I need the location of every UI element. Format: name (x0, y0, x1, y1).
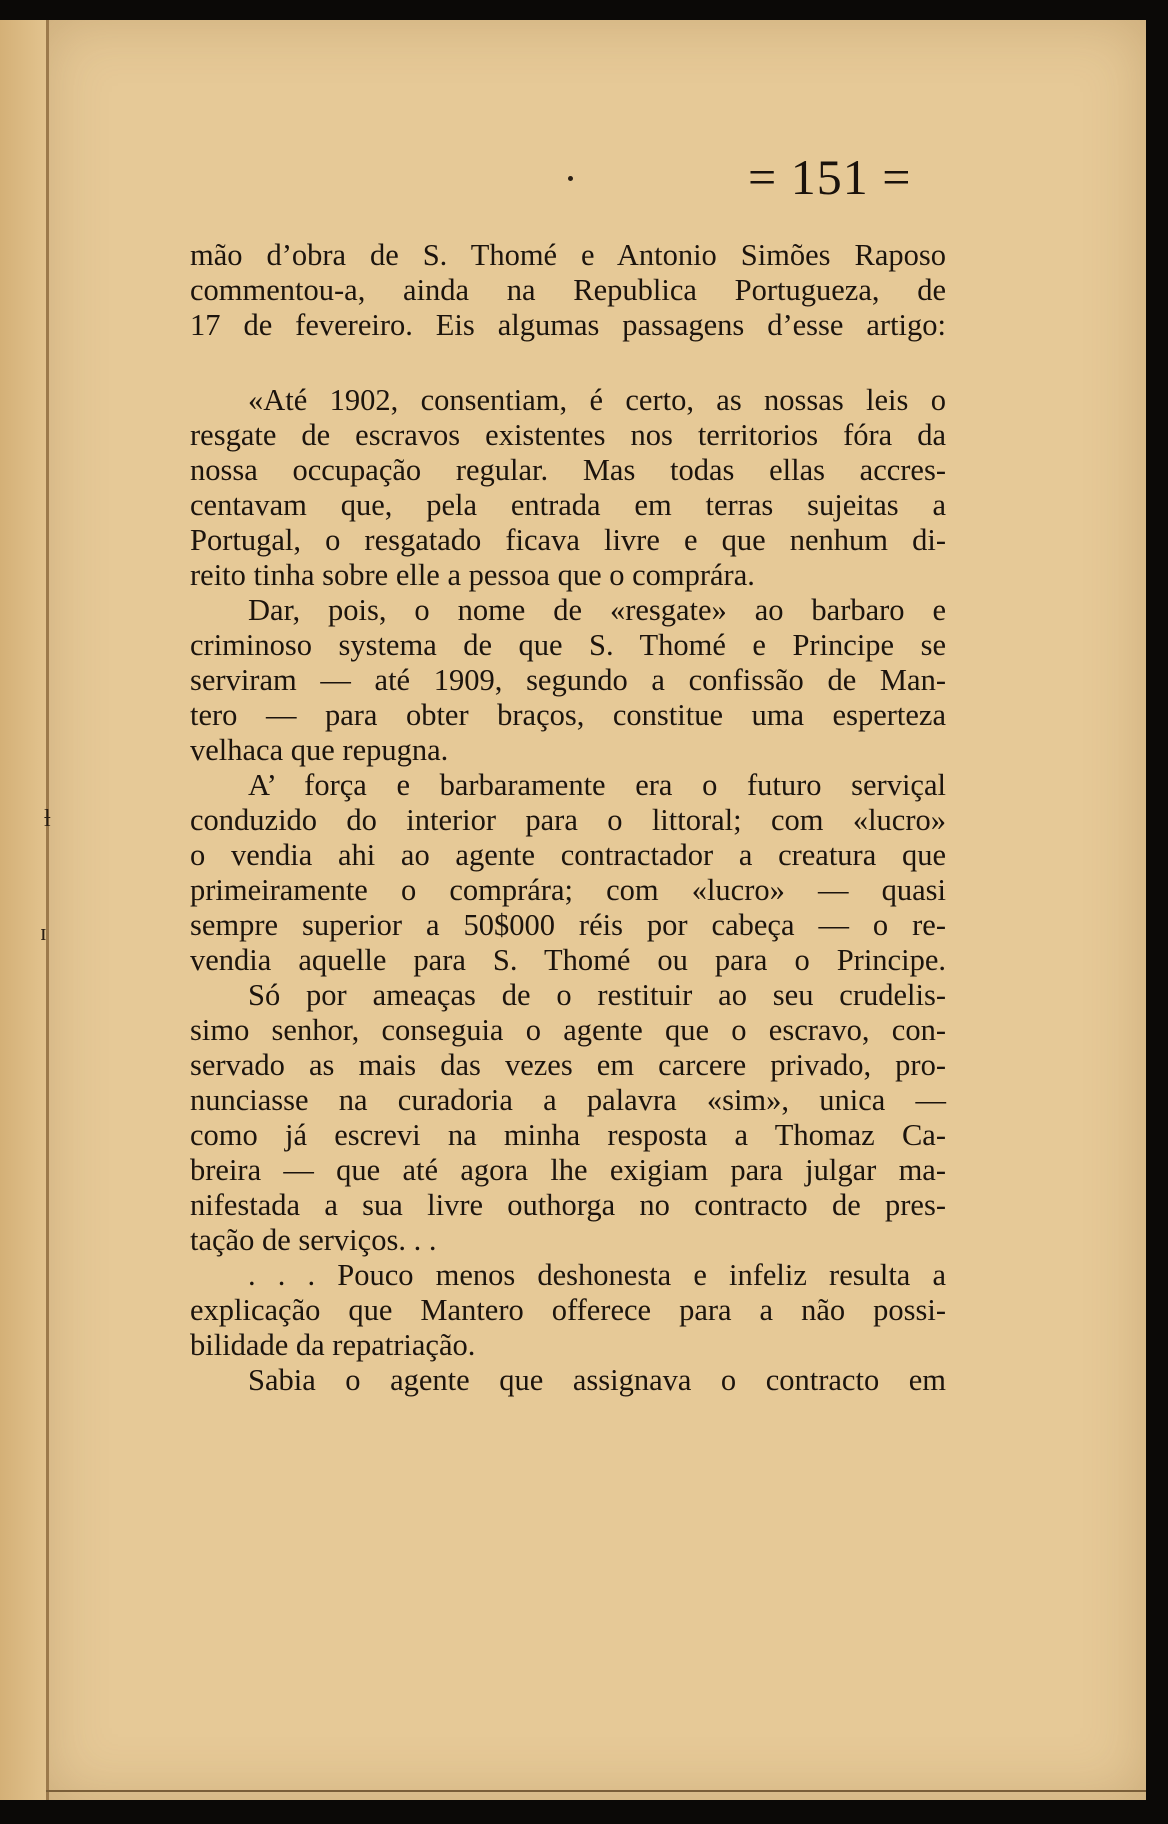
text-line: nunciasse na curadoria a palavra «sim», unica — (190, 1083, 946, 1117)
text-line: nifestada a sua livre outhorga no contracto de pres- (190, 1188, 946, 1222)
text-line: primeiramente o comprára; com «lucro» — quasi (190, 873, 946, 907)
page-number: = 151 = (748, 149, 912, 205)
text-line: servado as mais das vezes em carcere privado, pro- (190, 1048, 946, 1082)
text-line: como já escrevi na minha resposta a Thomaz Ca- (190, 1118, 946, 1152)
text-line: centavam que, pela entrada em terras sujeitas a (190, 488, 946, 522)
text-line: criminoso systema de que S. Thomé e Principe se (190, 628, 946, 662)
text-line: commentou-a, ainda na Republica Portugueza, de (190, 273, 946, 307)
text-line: mão d’obra de S. Thomé e Antonio Simões Raposo (190, 238, 946, 272)
text-line: explicação que Mantero offerece para a não possi- (190, 1293, 946, 1327)
text-line: Sabia o agente que assignava o contracto em (248, 1363, 946, 1397)
text-line: Portugal, o resgatado ficava livre e que nenhum di- (190, 523, 946, 557)
ink-dot (568, 176, 573, 181)
text-line: Só por ameaças de o restituir ao seu crudelis- (248, 978, 946, 1012)
text-line: velhaca que repugna. (190, 733, 449, 767)
binding-edge (46, 20, 49, 1800)
text-line: resgate de escravos existentes nos territorios fóra da (190, 418, 946, 452)
text-line: reito tinha sobre elle a pessoa que o comprára. (190, 558, 755, 592)
margin-mark: ƚ (44, 806, 51, 832)
text-line: A’ força e barbaramente era o futuro serviçal (248, 768, 946, 802)
text-line: vendia aquelle para S. Thomé ou para o Principe. (190, 943, 946, 977)
text-line: breira — que até agora lhe exigiam para julgar ma- (190, 1153, 946, 1187)
margin-mark: ɪ (40, 920, 47, 946)
text-line: simo senhor, conseguia o agente que o escravo, con- (190, 1013, 946, 1047)
text-line: tero — para obter braços, constitue uma esperteza (190, 698, 946, 732)
page-margin-left (0, 20, 46, 1800)
text-line: nossa occupação regular. Mas todas ellas accres- (190, 453, 946, 487)
text-line: . . . Pouco menos deshonesta e infeliz resulta a (248, 1258, 946, 1292)
text-line: o vendia ahi ao agente contractador a creatura que (190, 838, 946, 872)
text-line: «Até 1902, consentiam, é certo, as nossas leis o (248, 383, 946, 417)
text-line: Dar, pois, o nome de «resgate» ao barbaro e (248, 593, 946, 627)
text-line: serviram — até 1909, segundo a confissão de Man- (190, 663, 946, 697)
text-line: bilidade da repatriação. (190, 1328, 476, 1362)
text-line: conduzido do interior para o littoral; com «lucro» (190, 803, 946, 837)
text-line: sempre superior a 50$000 réis por cabeça — o re- (190, 908, 946, 942)
page-bottom-edge (46, 1790, 1146, 1792)
body-text (190, 238, 946, 1398)
text-line: tação de serviços. . . (190, 1223, 437, 1257)
text-line: 17 de fevereiro. Eis algumas passagens d’esse artigo: (190, 308, 946, 342)
